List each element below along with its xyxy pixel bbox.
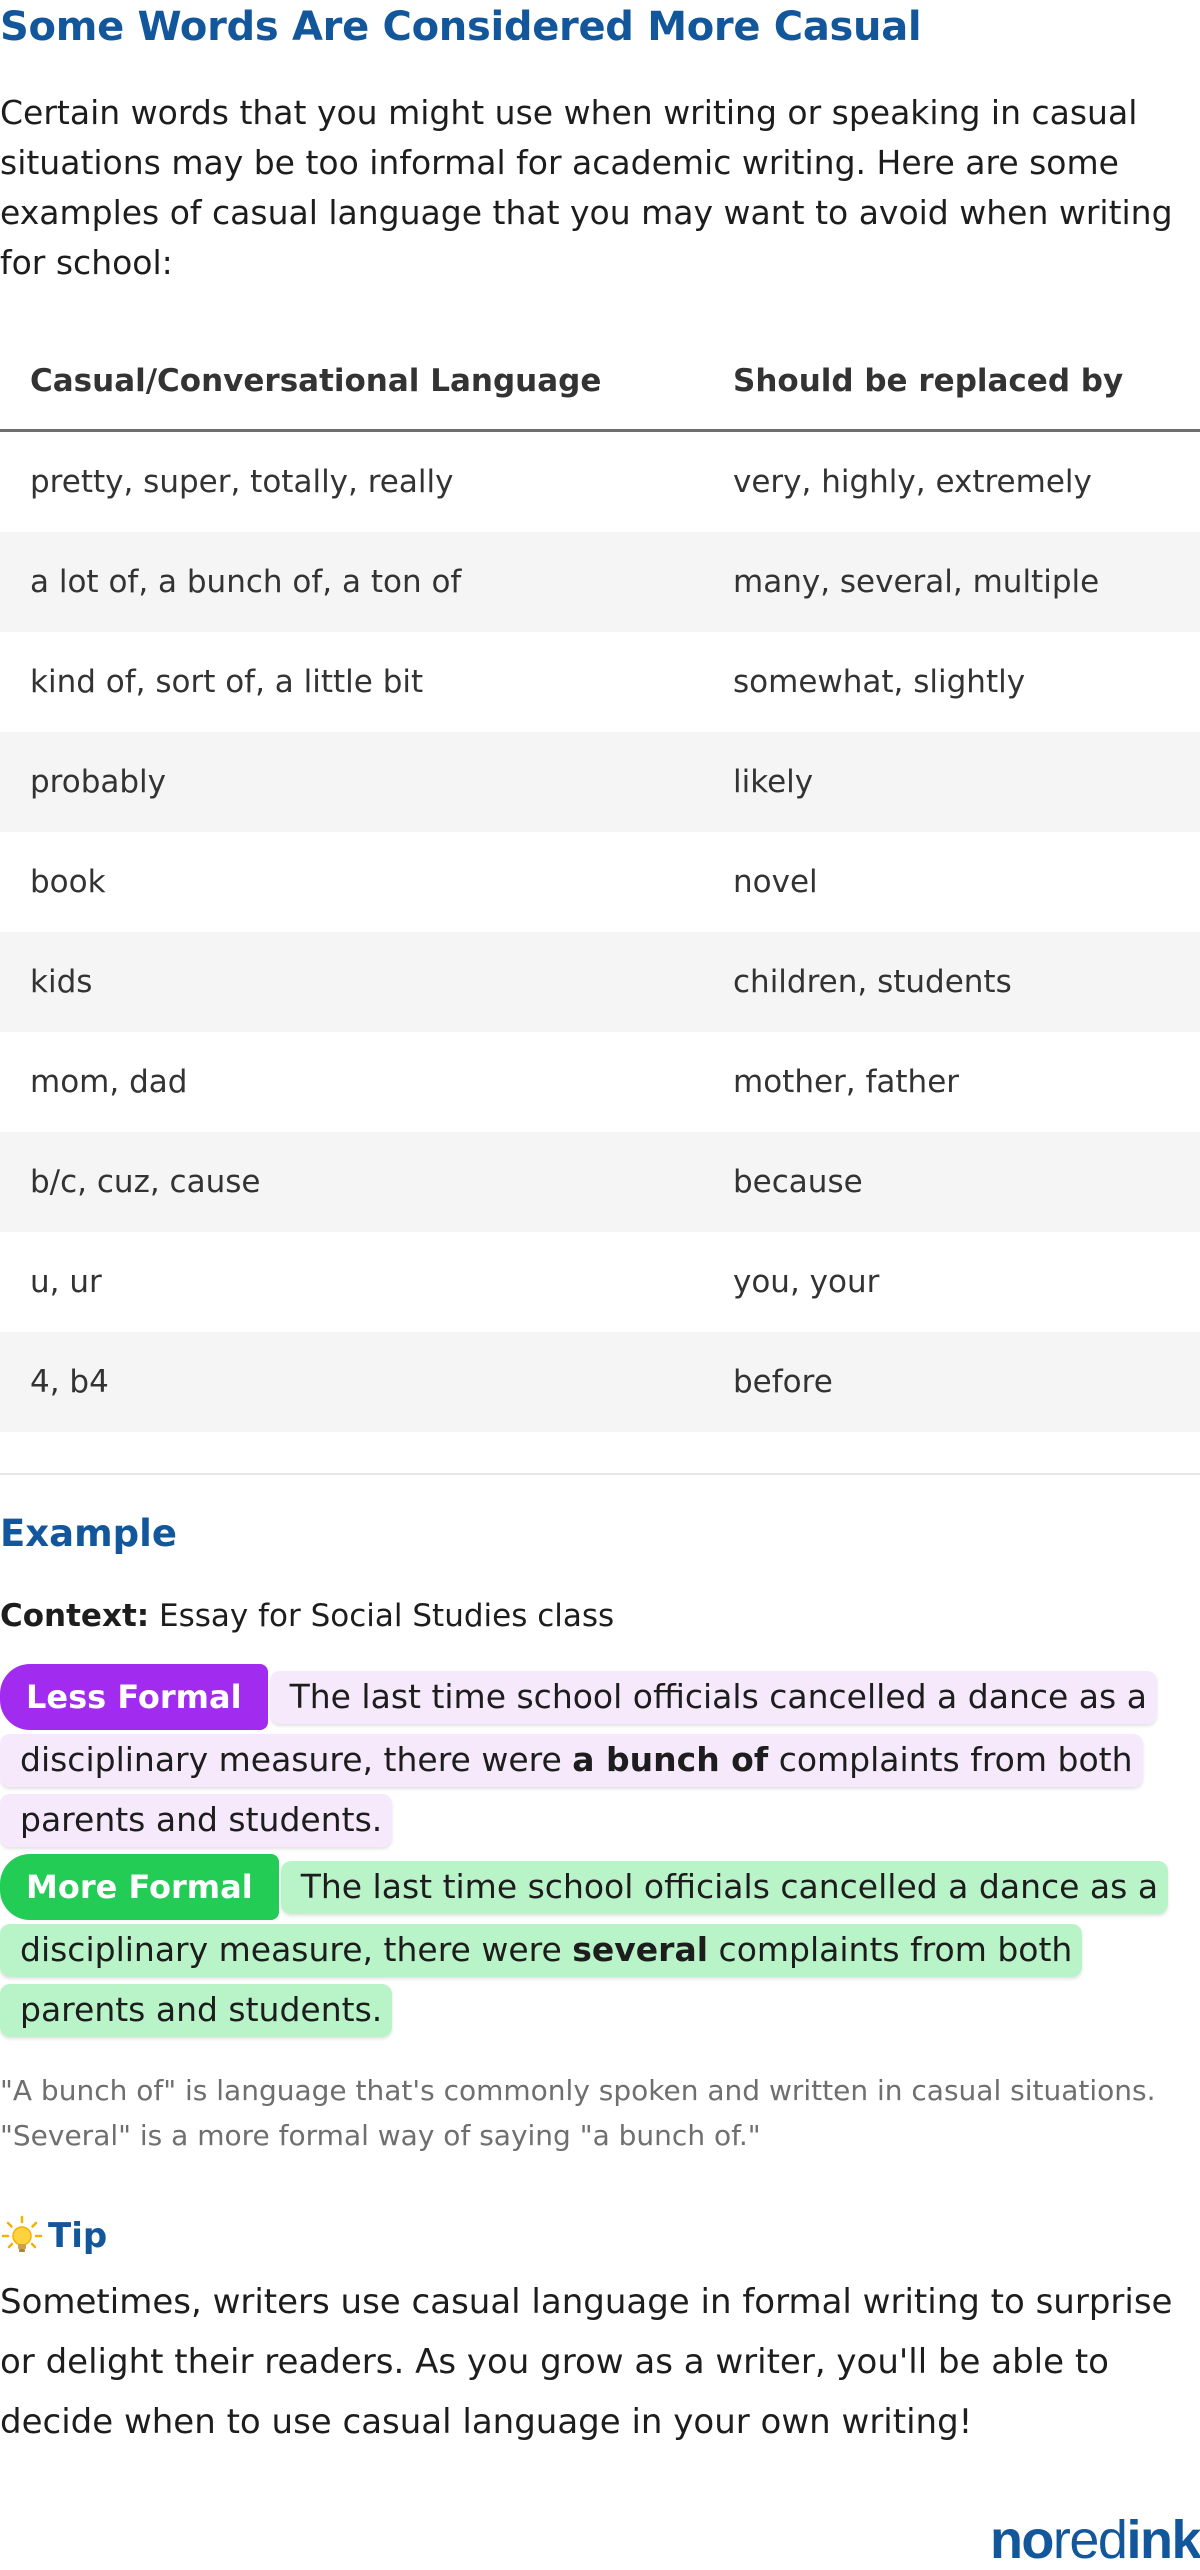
- column-header-casual: Casual/Conversational Language: [0, 333, 703, 431]
- table-row: [0, 832, 1200, 932]
- context-text: Essay for Social Studies class: [159, 1598, 615, 1634]
- casual-term-cell: kids: [0, 932, 703, 1032]
- sentence-start: The last time school officials cancelled a dance as a disciplinary measure, there were: [20, 1867, 1159, 1969]
- example-explanation: "A bunch of" is language that's commonly spoken and written in casual situations. "Several" is a more formal way of saying "a bunch of.": [0, 2074, 1156, 2152]
- logo-part-no: no: [989, 2510, 1053, 2570]
- table-row: [0, 532, 1200, 632]
- casual-language-table: [0, 333, 1200, 1432]
- casual-term-cell: b/c, cuz, cause: [0, 1132, 703, 1232]
- casual-term-cell: u, ur: [0, 1232, 703, 1332]
- replacement-cell: you, your: [703, 1232, 1200, 1332]
- table-row: [0, 932, 1200, 1032]
- highlighted-phrase: a bunch of: [572, 1740, 769, 1779]
- casual-term-cell: pretty, super, totally, really: [0, 431, 703, 533]
- intro-paragraph: Certain words that you might use when writing or speaking in casual situations may be too informal for academic writing. Here are some examples of casual language that you may want to avoid when writing for school:: [0, 93, 1173, 282]
- sentence-end: complaints from both parents and students.: [20, 1930, 1073, 2029]
- table-row: [0, 1332, 1200, 1432]
- sentence-end: complaints from both parents and students.: [20, 1740, 1133, 1839]
- example-heading: Example: [0, 1512, 177, 1555]
- tip-body: Sometimes, writers use casual language in formal writing to surprise or delight their readers. As you grow as a writer, you'll be able to decide when to use casual language in your own writing!: [0, 2282, 1173, 2442]
- replacement-cell: very, highly, extremely: [703, 431, 1200, 533]
- replacement-cell: children, students: [703, 932, 1200, 1032]
- table-row: [0, 1032, 1200, 1132]
- more-formal-badge: More Formal: [0, 1854, 279, 1920]
- table-header-row: [0, 333, 1200, 431]
- table-row: [0, 1132, 1200, 1232]
- replacement-cell: mother, father: [703, 1032, 1200, 1132]
- casual-term-cell: 4, b4: [0, 1332, 703, 1432]
- section-divider: [0, 1473, 1200, 1475]
- casual-term-cell: a lot of, a bunch of, a ton of: [0, 532, 703, 632]
- less-formal-badge: Less Formal: [0, 1664, 268, 1730]
- context-label: Context:: [0, 1598, 150, 1634]
- more-formal-example: [0, 1854, 1200, 2040]
- replacement-cell: novel: [703, 832, 1200, 932]
- table-row: [0, 732, 1200, 832]
- table-row: [0, 632, 1200, 732]
- replacement-cell: likely: [703, 732, 1200, 832]
- logo-part-ink: ink: [1126, 2510, 1200, 2570]
- tip-label: Tip: [48, 2216, 108, 2256]
- highlighted-phrase: several: [572, 1930, 709, 1969]
- noredink-logo[interactable]: [989, 2510, 1200, 2570]
- casual-term-cell: mom, dad: [0, 1032, 703, 1132]
- column-header-replacement: Should be replaced by: [703, 333, 1200, 431]
- casual-term-cell: kind of, sort of, a little bit: [0, 632, 703, 732]
- less-formal-example: [0, 1664, 1200, 1850]
- replacement-cell: because: [703, 1132, 1200, 1232]
- replacement-cell: before: [703, 1332, 1200, 1432]
- casual-term-cell: probably: [0, 732, 703, 832]
- casual-term-cell: book: [0, 832, 703, 932]
- table-row: [0, 431, 1200, 533]
- table-row: [0, 1232, 1200, 1332]
- example-context: [0, 1598, 614, 1634]
- page-title: Some Words Are Considered More Casual: [0, 4, 922, 50]
- tip-heading: [0, 2214, 107, 2258]
- logo-part-red: red: [1052, 2510, 1127, 2570]
- sentence-start: The last time school officials cancelled a dance as a disciplinary measure, there were: [20, 1677, 1147, 1779]
- lightbulb-icon: [0, 2214, 44, 2258]
- replacement-cell: many, several, multiple: [703, 532, 1200, 632]
- replacement-cell: somewhat, slightly: [703, 632, 1200, 732]
